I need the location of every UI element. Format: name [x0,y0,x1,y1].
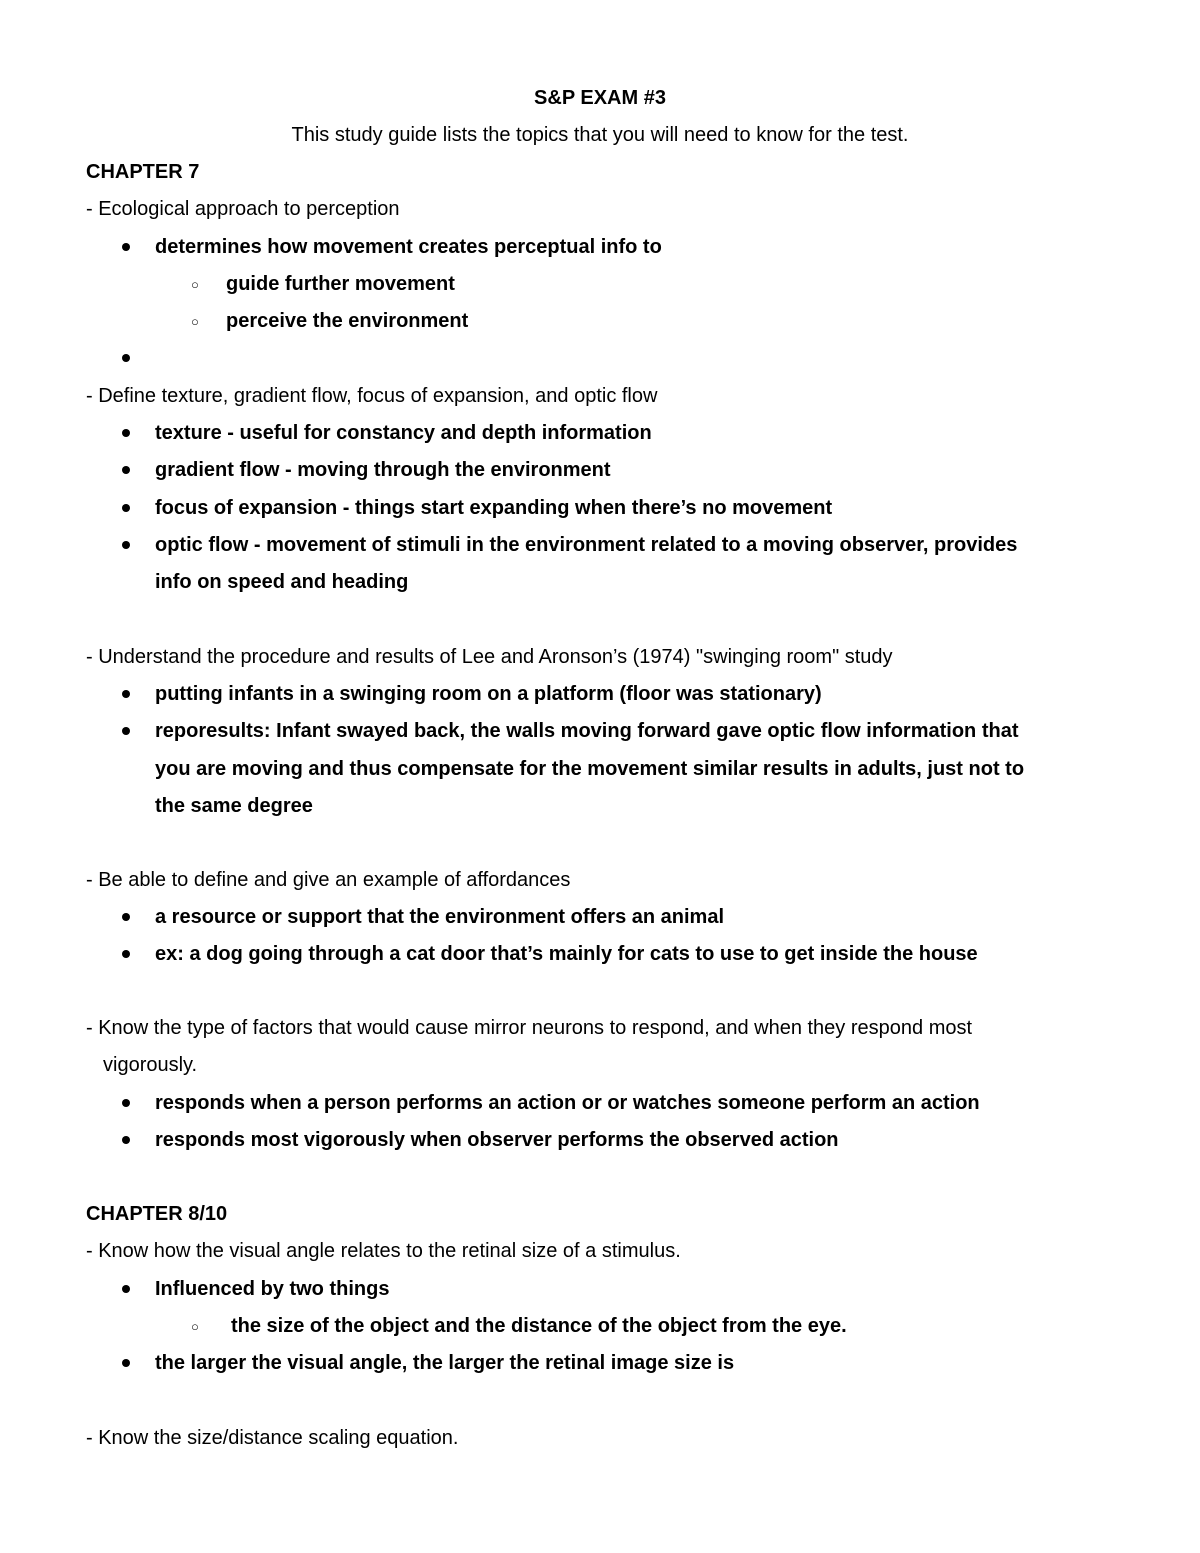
bullet-dot-icon [122,690,130,698]
bullet-dot-icon [122,354,130,362]
document-subtitle: This study guide lists the topics that you will need to know for the test. [291,124,909,146]
bullet-dot-icon [122,504,130,512]
sub-bullet-item: guide further movement [226,273,455,295]
topic-mirror-neurons-continuation: vigorously. [103,1054,198,1076]
bullet-item: putting infants in a swinging room on a platform (floor was stationary) [155,683,822,705]
bullet-item: Influenced by two things [155,1278,390,1300]
bullet-item: optic flow - movement of stimuli in the environment related to a moving observer, provides [155,534,1018,556]
bullet-item: responds when a person performs an action or or watches someone perform an action [155,1092,980,1114]
bullet-dot-icon [122,950,130,958]
bullet-dot-icon [122,1099,130,1107]
bullet-dot-icon [122,913,130,921]
bullet-dot-icon [122,727,130,735]
bullet-item: a resource or support that the environment offers an animal [155,906,725,928]
bullet-item: the larger the visual angle, the larger the retinal image size is [155,1352,735,1374]
bullet-item: gradient flow - moving through the environment [155,459,611,481]
topic-mirror-neurons: - Know the type of factors that would cause mirror neurons to respond, and when they respond most [86,1017,973,1039]
bullet-dot-icon [122,1136,130,1144]
bullet-item-continuation: the same degree [155,795,313,817]
chapter-8-10-heading: CHAPTER 8/10 [86,1203,228,1225]
chapter-7-heading: CHAPTER 7 [86,161,200,183]
topic-affordances: - Be able to define and give an example of affordances [86,869,571,891]
bullet-dot-icon [122,541,130,549]
topic-scaling-equation: - Know the size/distance scaling equation. [86,1427,459,1449]
bullet-dot-icon [122,1359,130,1367]
bullet-item-continuation: info on speed and heading [155,571,409,593]
bullet-dot-icon [122,1285,130,1293]
bullet-ring-icon: ○ [191,1319,199,1334]
bullet-dot-icon [122,466,130,474]
bullet-dot-icon [122,429,130,437]
bullet-ring-icon: ○ [191,277,199,292]
topic-visual-angle: - Know how the visual angle relates to the retinal size of a stimulus. [86,1240,681,1262]
bullet-item: responds most vigorously when observer performs the observed action [155,1129,839,1151]
topic-swinging-room: - Understand the procedure and results of Lee and Aronson’s (1974) "swinging room" study [86,646,893,668]
document-title: S&P EXAM #3 [534,87,666,109]
sub-bullet-item: perceive the environment [226,310,469,332]
bullet-ring-icon: ○ [191,314,199,329]
bullet-item: reporesults: Infant swayed back, the walls moving forward gave optic flow information that [155,720,1019,742]
bullet-item: ex: a dog going through a cat door that’s mainly for cats to use to get inside the house [155,943,978,965]
topic-define-flow: - Define texture, gradient flow, focus of expansion, and optic flow [86,385,658,407]
sub-bullet-item: the size of the object and the distance of the object from the eye. [231,1315,847,1337]
bullet-item-continuation: you are moving and thus compensate for the movement similar results in adults, just not to [155,758,1025,780]
bullet-item: determines how movement creates perceptual info to [155,236,662,258]
bullet-dot-icon [122,243,130,251]
bullet-item: focus of expansion - things start expanding when there’s no movement [155,497,833,519]
bullet-item: texture - useful for constancy and depth information [155,422,652,444]
topic-ecological: - Ecological approach to perception [86,198,400,220]
